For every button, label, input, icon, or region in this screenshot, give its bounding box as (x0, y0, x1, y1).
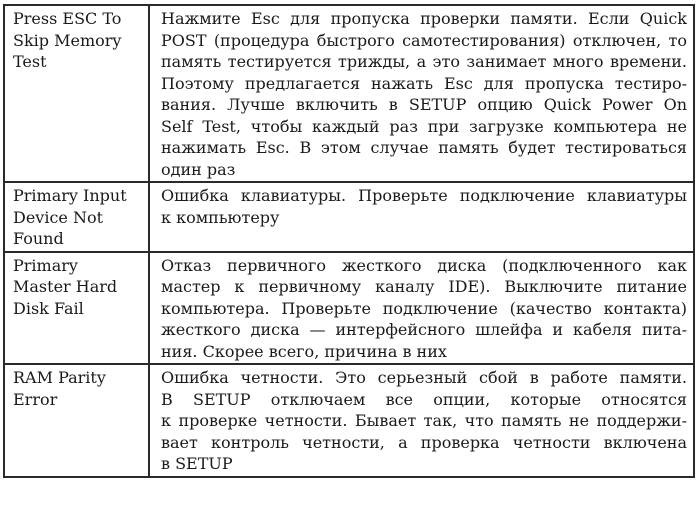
message-line: Found (13, 229, 64, 248)
description-line: Ошибка клавиатуры. Проверьте подключение клавиатуры (161, 186, 687, 205)
table-row (4, 252, 694, 365)
message-line: Primary (13, 255, 78, 275)
description-line: В SETUP отключаем все опции, которые относятся (161, 389, 687, 409)
description-cell (149, 364, 694, 477)
description-line: один раз (161, 159, 236, 179)
message-cell (4, 364, 149, 477)
description-cell (149, 252, 694, 365)
description-line: вает контроль четности, а проверка четности включена (161, 432, 687, 452)
description-line: компьютера. Проверьте подключение (качество контакта) (161, 298, 687, 318)
table-row (4, 5, 694, 182)
message-line: Press ESC To (13, 9, 122, 28)
message-line: Disk Fail (13, 298, 84, 318)
description-line: жесткого диска — интерфейсного шлейфа и кабеля пита- (161, 320, 687, 339)
description-line: в SETUP (161, 454, 233, 473)
message-line: Skip Memory (13, 30, 122, 50)
description-line: к компьютеру (161, 207, 280, 227)
message-line: Device Not (13, 207, 104, 227)
message-line: Error (13, 389, 58, 409)
description-line: вания. Лучше включить в SETUP опцию Quick Power On (161, 95, 687, 114)
message-cell (4, 182, 149, 252)
description-line: Поэтому предлагается нажать Esc для пропуска тестиро- (161, 73, 687, 93)
message-cell (4, 252, 149, 365)
description-line: Нажмите Esc для пропуска проверки памяти. Если Quick (161, 9, 687, 28)
bios-messages-table (3, 4, 695, 478)
message-line: Test (13, 52, 47, 71)
table-row (4, 182, 694, 252)
description-line: мастер к первичному каналу IDE). Выключите питание (161, 277, 687, 296)
description-line: к проверке четности. Бывает так, что память не поддержи- (161, 411, 687, 430)
description-line: Self Test, чтобы каждый раз при загрузке компьютера не (161, 116, 687, 136)
table-body (4, 5, 694, 477)
table-row (4, 364, 694, 477)
message-line: RAM Parity (13, 368, 106, 387)
message-cell (4, 5, 149, 182)
description-line: нажимать Esc. В этом случае память будет тестироваться (161, 138, 687, 157)
description-line: память тестируется трижды, а это занимает много времени. (161, 52, 687, 71)
description-line: POST (процедура быстрого самотестирования) отключен, то (161, 30, 687, 50)
description-line: Ошибка четности. Это серьезный сбой в работе памяти. (161, 368, 687, 387)
message-line: Master Hard (13, 277, 118, 296)
description-line: ния. Скорее всего, причина в них (161, 341, 447, 361)
message-line: Primary Input (13, 186, 127, 205)
description-line: Отказ первичного жесткого диска (подключенного как (161, 255, 687, 275)
description-cell (149, 5, 694, 182)
description-cell (149, 182, 694, 252)
